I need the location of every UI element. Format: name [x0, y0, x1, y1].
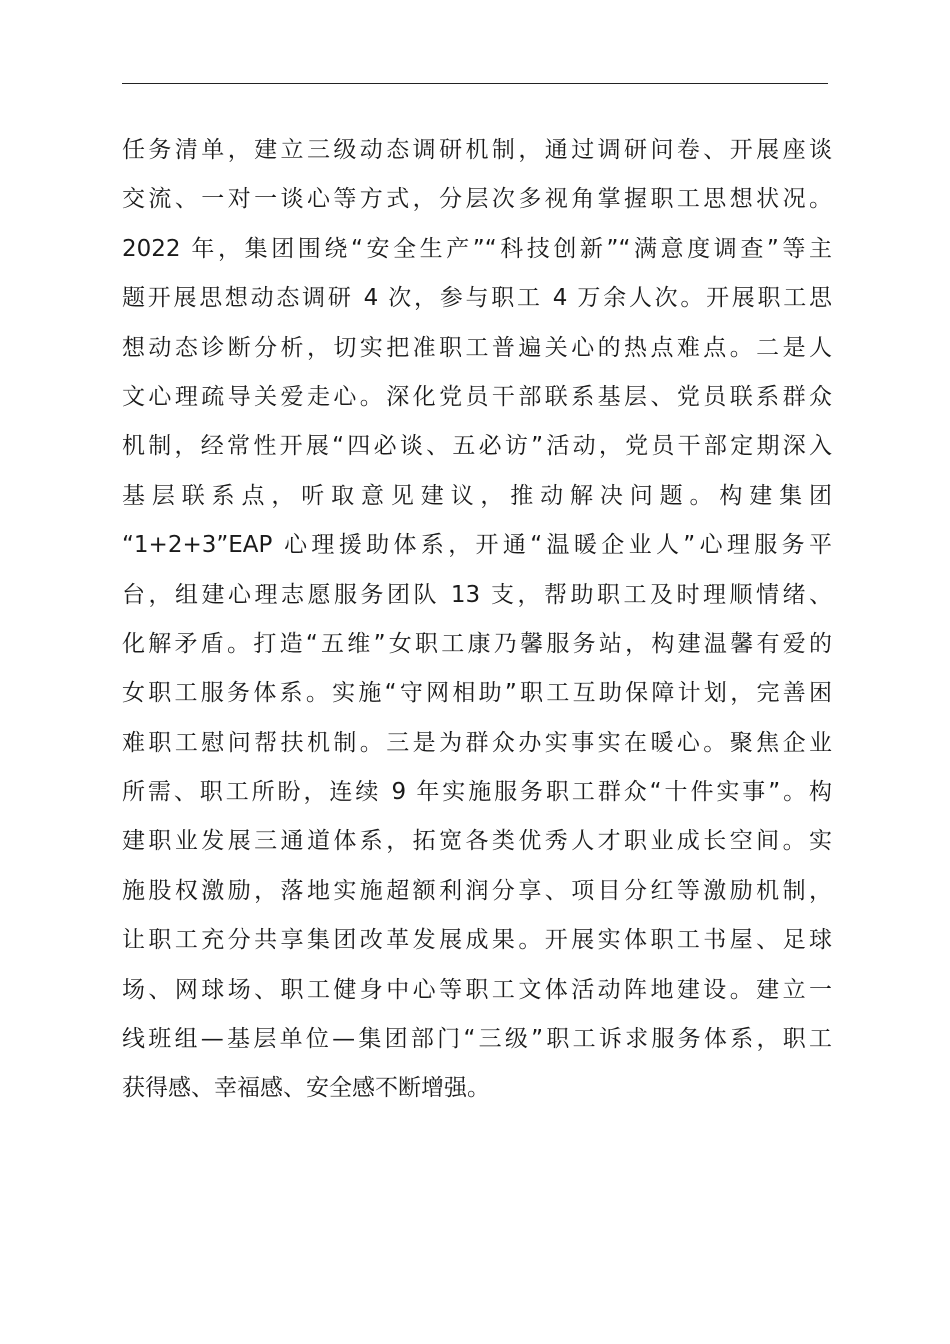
text-line: 想动态诊断分析，切实把准职工普遍关心的热点难点。二是人 — [122, 334, 832, 361]
text-line: 化解矛盾。打造“五维”女职工康乃馨服务站，构建温馨有爱的 — [122, 630, 832, 657]
text-line: 所需、职工所盼，连续 9 年实施服务职工群众“十件实事”。构 — [122, 779, 832, 806]
text-line: 基层联系点，听取意见建议，推动解决问题。构建集团 — [122, 482, 832, 509]
text-line: 获得感、幸福感、安全感不断增强。 — [122, 1075, 490, 1102]
text-line: 建职业发展三通道体系，拓宽各类优秀人才职业成长空间。实 — [122, 828, 832, 855]
text-line: 任务清单，建立三级动态调研机制，通过调研问卷、开展座谈 — [122, 137, 832, 163]
text-line: 施股权激励，落地实施超额利润分享、项目分红等激励机制， — [122, 877, 832, 904]
text-line: 文心理疏导关爱走心。深化党员干部联系基层、党员联系群众 — [122, 383, 832, 410]
text-line: 女职工服务体系。实施“守网相助”职工互助保障计划，完善困 — [122, 680, 832, 707]
text-line: 场、网球场、职工健身中心等职工文体活动阵地建设。建立一 — [122, 976, 832, 1003]
text-line: 2022 年，集团围绕“安全生产”“科技创新”“满意度调查”等主 — [122, 235, 832, 262]
text-line: 机制，经常性开展“四必谈、五必访”活动，党员干部定期深入 — [122, 433, 832, 460]
header-rule — [122, 83, 828, 84]
text-line: 让职工充分共享集团改革发展成果。开展实体职工书屋、足球 — [122, 927, 832, 954]
text-line: 台，组建心理志愿服务团队 13 支，帮助职工及时理顺情绪、 — [122, 581, 832, 608]
text-line: 线班组—基层单位—集团部门“三级”职工诉求服务体系，职工 — [122, 1026, 832, 1053]
body-paragraph — [122, 128, 832, 1116]
text-line: 难职工慰问帮扶机制。三是为群众办实事实在暖心。聚焦企业 — [122, 729, 832, 756]
text-line: 交流、一对一谈心等方式，分层次多视角掌握职工思想状况。 — [122, 186, 832, 213]
text-line: “1+2+3”EAP 心理援助体系，开通“温暖企业人”心理服务平 — [122, 532, 832, 559]
text-line: 题开展思想动态调研 4 次，参与职工 4 万余人次。开展职工思 — [122, 285, 832, 312]
